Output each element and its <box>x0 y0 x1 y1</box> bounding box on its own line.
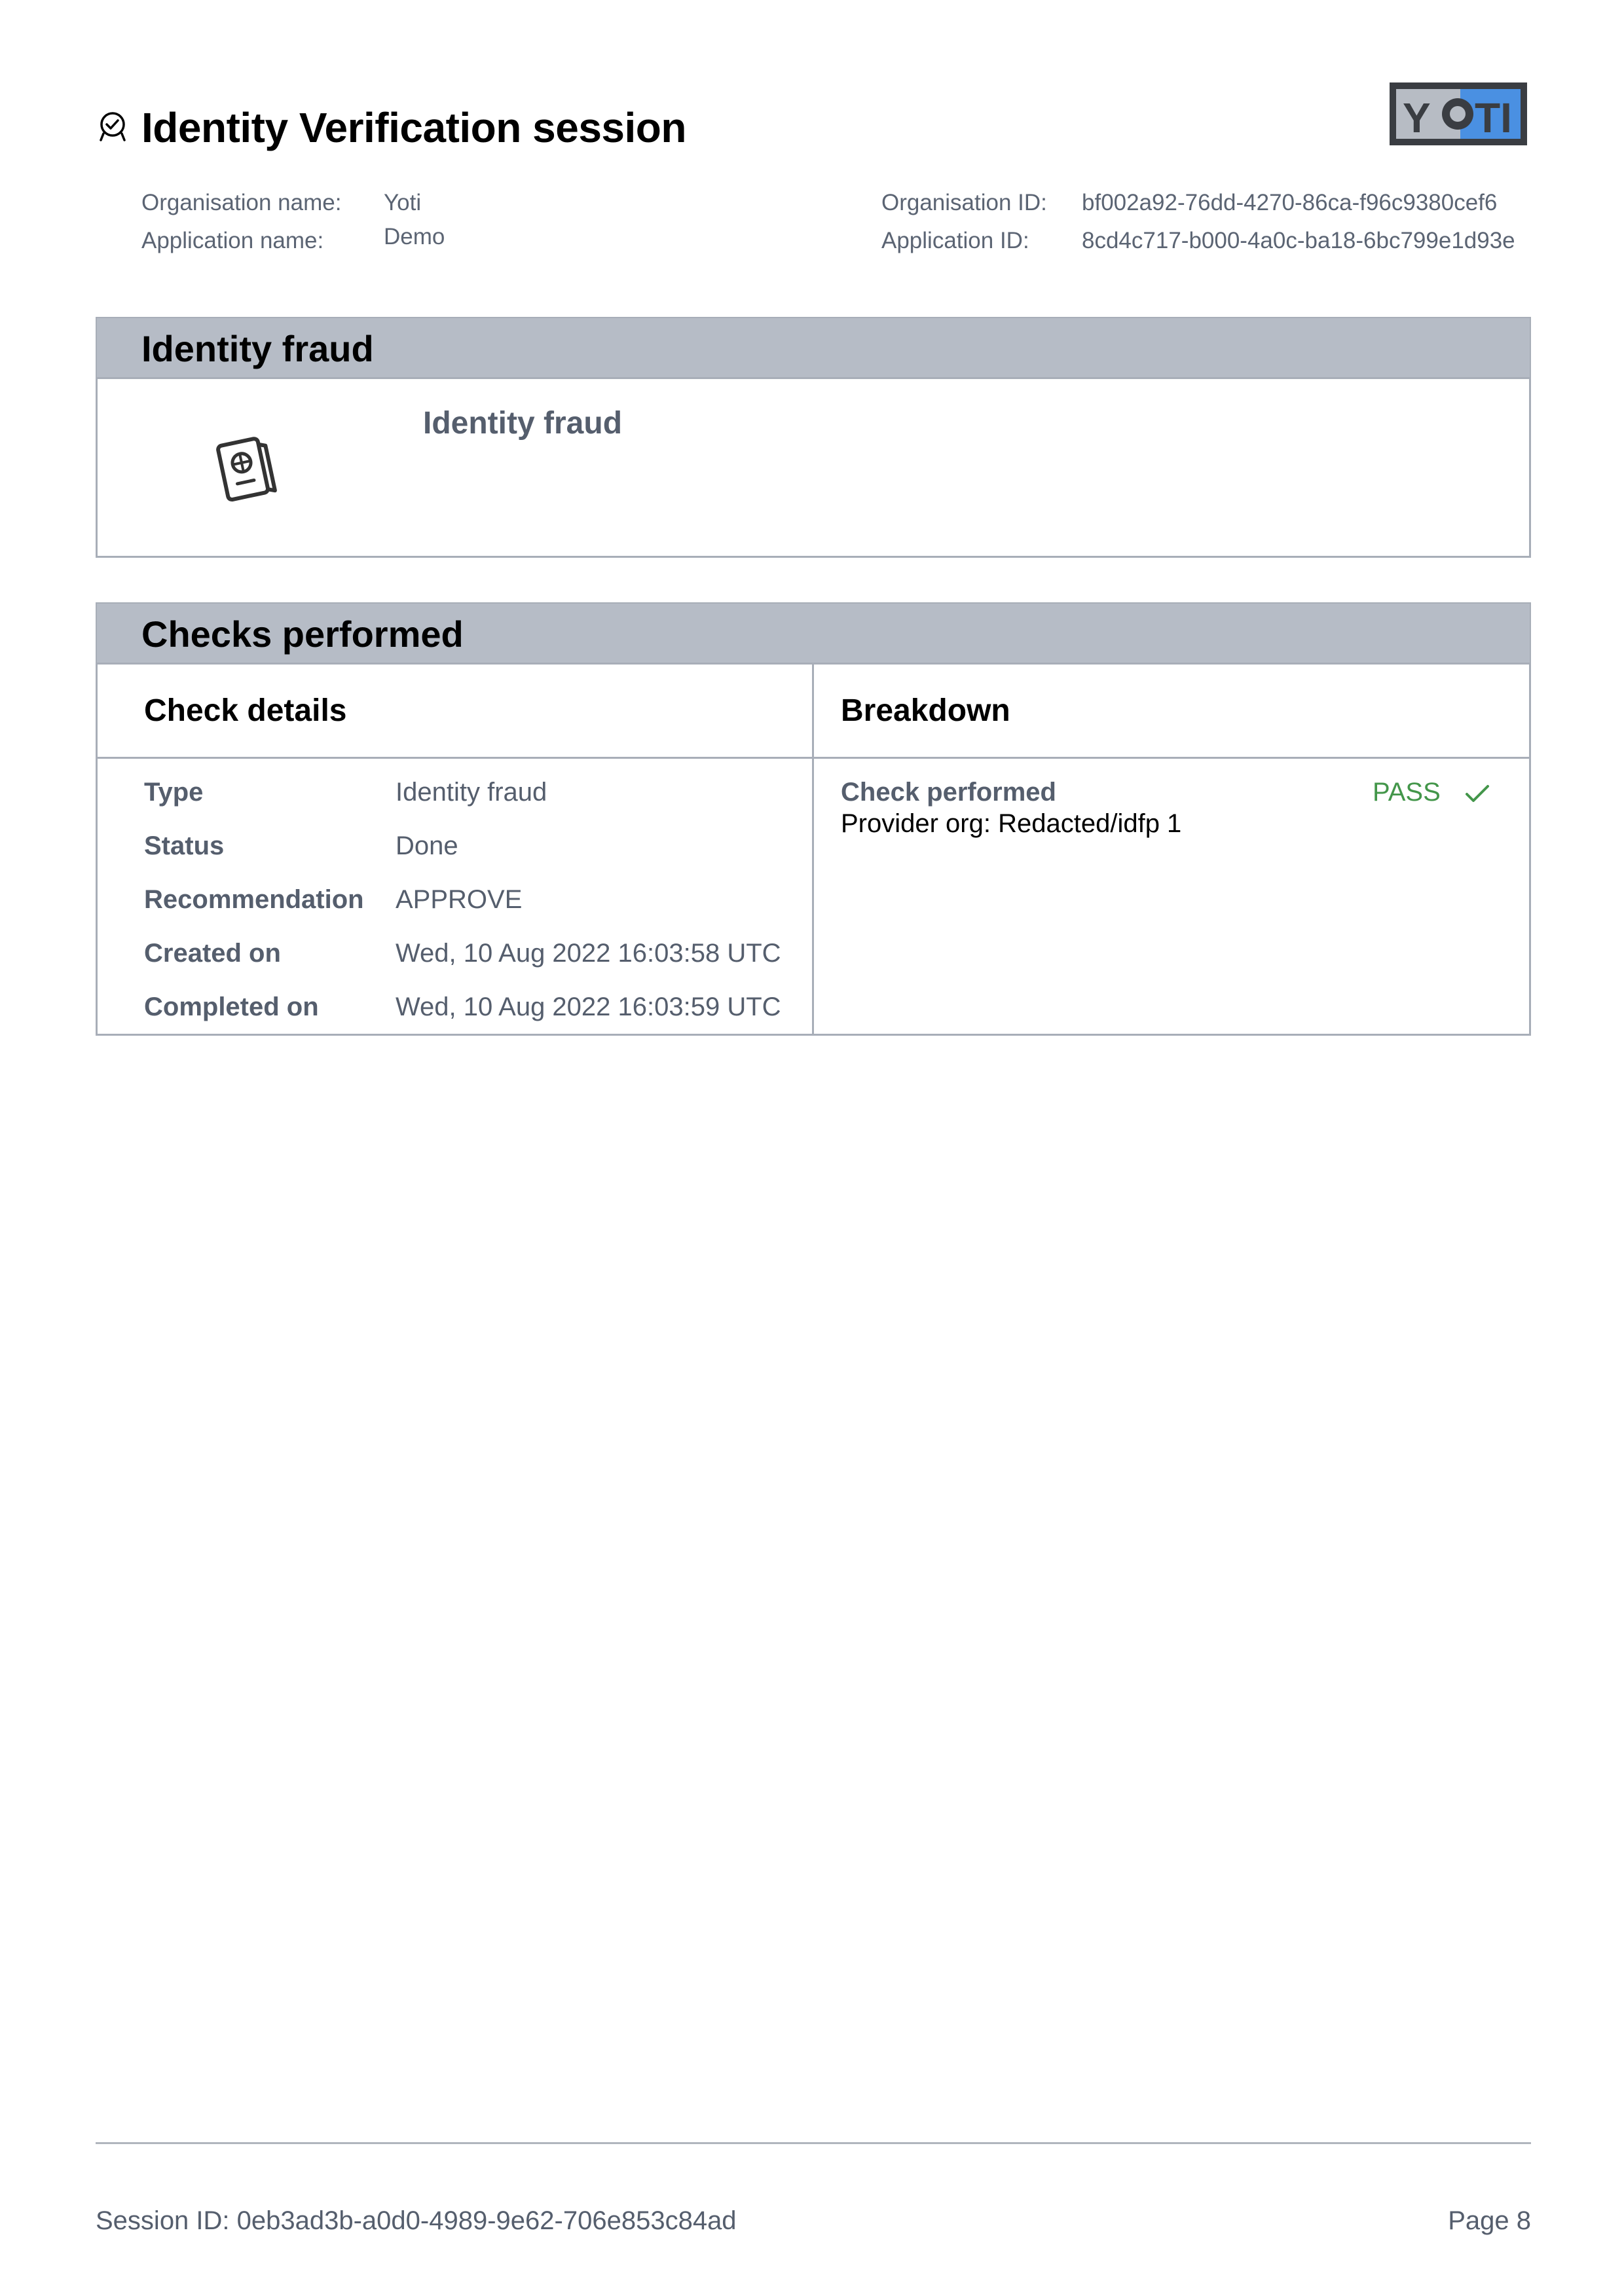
breakdown-heading: Breakdown <box>841 693 1010 728</box>
yoti-logo <box>1388 81 1528 147</box>
svg-text:Y: Y <box>1403 94 1431 141</box>
checks-section-header <box>96 602 1531 664</box>
checks-section-title: Checks performed <box>141 613 464 655</box>
application-name-value: Demo <box>384 224 445 249</box>
session-badge-icon <box>96 110 130 144</box>
application-name-label: Application name: <box>141 228 324 253</box>
detail-key-recommendation: Recommendation <box>144 885 364 914</box>
breakdown-result: PASS <box>1373 778 1441 807</box>
identity-fraud-section-title: Identity fraud <box>141 328 374 369</box>
organisation-name-value: Yoti <box>384 190 422 215</box>
detail-value-created-on: Wed, 10 Aug 2022 16:03:58 UTC <box>396 939 781 968</box>
footer-session-id: Session ID: 0eb3ad3b-a0d0-4989-9e62-706e853c84ad <box>96 2206 737 2235</box>
detail-value-status: Done <box>396 831 458 860</box>
application-id-value: 8cd4c717-b000-4a0c-ba18-6bc799e1d93e <box>1082 228 1515 253</box>
footer-divider <box>96 2142 1531 2144</box>
column-divider <box>812 663 814 1036</box>
check-details-heading: Check details <box>144 693 347 728</box>
detail-key-completed-on: Completed on <box>144 993 319 1021</box>
footer-page-number: Page 8 <box>1448 2206 1531 2235</box>
passport-icon <box>208 432 282 505</box>
check-icon <box>1464 780 1490 807</box>
organisation-id-label: Organisation ID: <box>881 190 1047 215</box>
detail-value-recommendation: APPROVE <box>396 885 523 914</box>
application-id-label: Application ID: <box>881 228 1029 253</box>
detail-key-type: Type <box>144 778 204 807</box>
identity-fraud-item-label: Identity fraud <box>423 406 623 441</box>
organisation-id-value: bf002a92-76dd-4270-86ca-f96c9380cef6 <box>1082 190 1498 215</box>
identity-fraud-panel <box>96 377 1531 558</box>
svg-text:TI: TI <box>1475 94 1512 141</box>
page-title: Identity Verification session <box>141 104 686 151</box>
detail-key-created-on: Created on <box>144 939 281 968</box>
breakdown-check-title: Check performed <box>841 778 1056 807</box>
detail-value-type: Identity fraud <box>396 778 547 807</box>
detail-value-completed-on: Wed, 10 Aug 2022 16:03:59 UTC <box>396 993 781 1021</box>
organisation-name-label: Organisation name: <box>141 190 342 215</box>
breakdown-provider: Provider org: Redacted/idfp 1 <box>841 809 1182 838</box>
header-row-divider <box>96 757 1531 759</box>
identity-fraud-section-header <box>96 317 1531 378</box>
detail-key-status: Status <box>144 831 225 860</box>
